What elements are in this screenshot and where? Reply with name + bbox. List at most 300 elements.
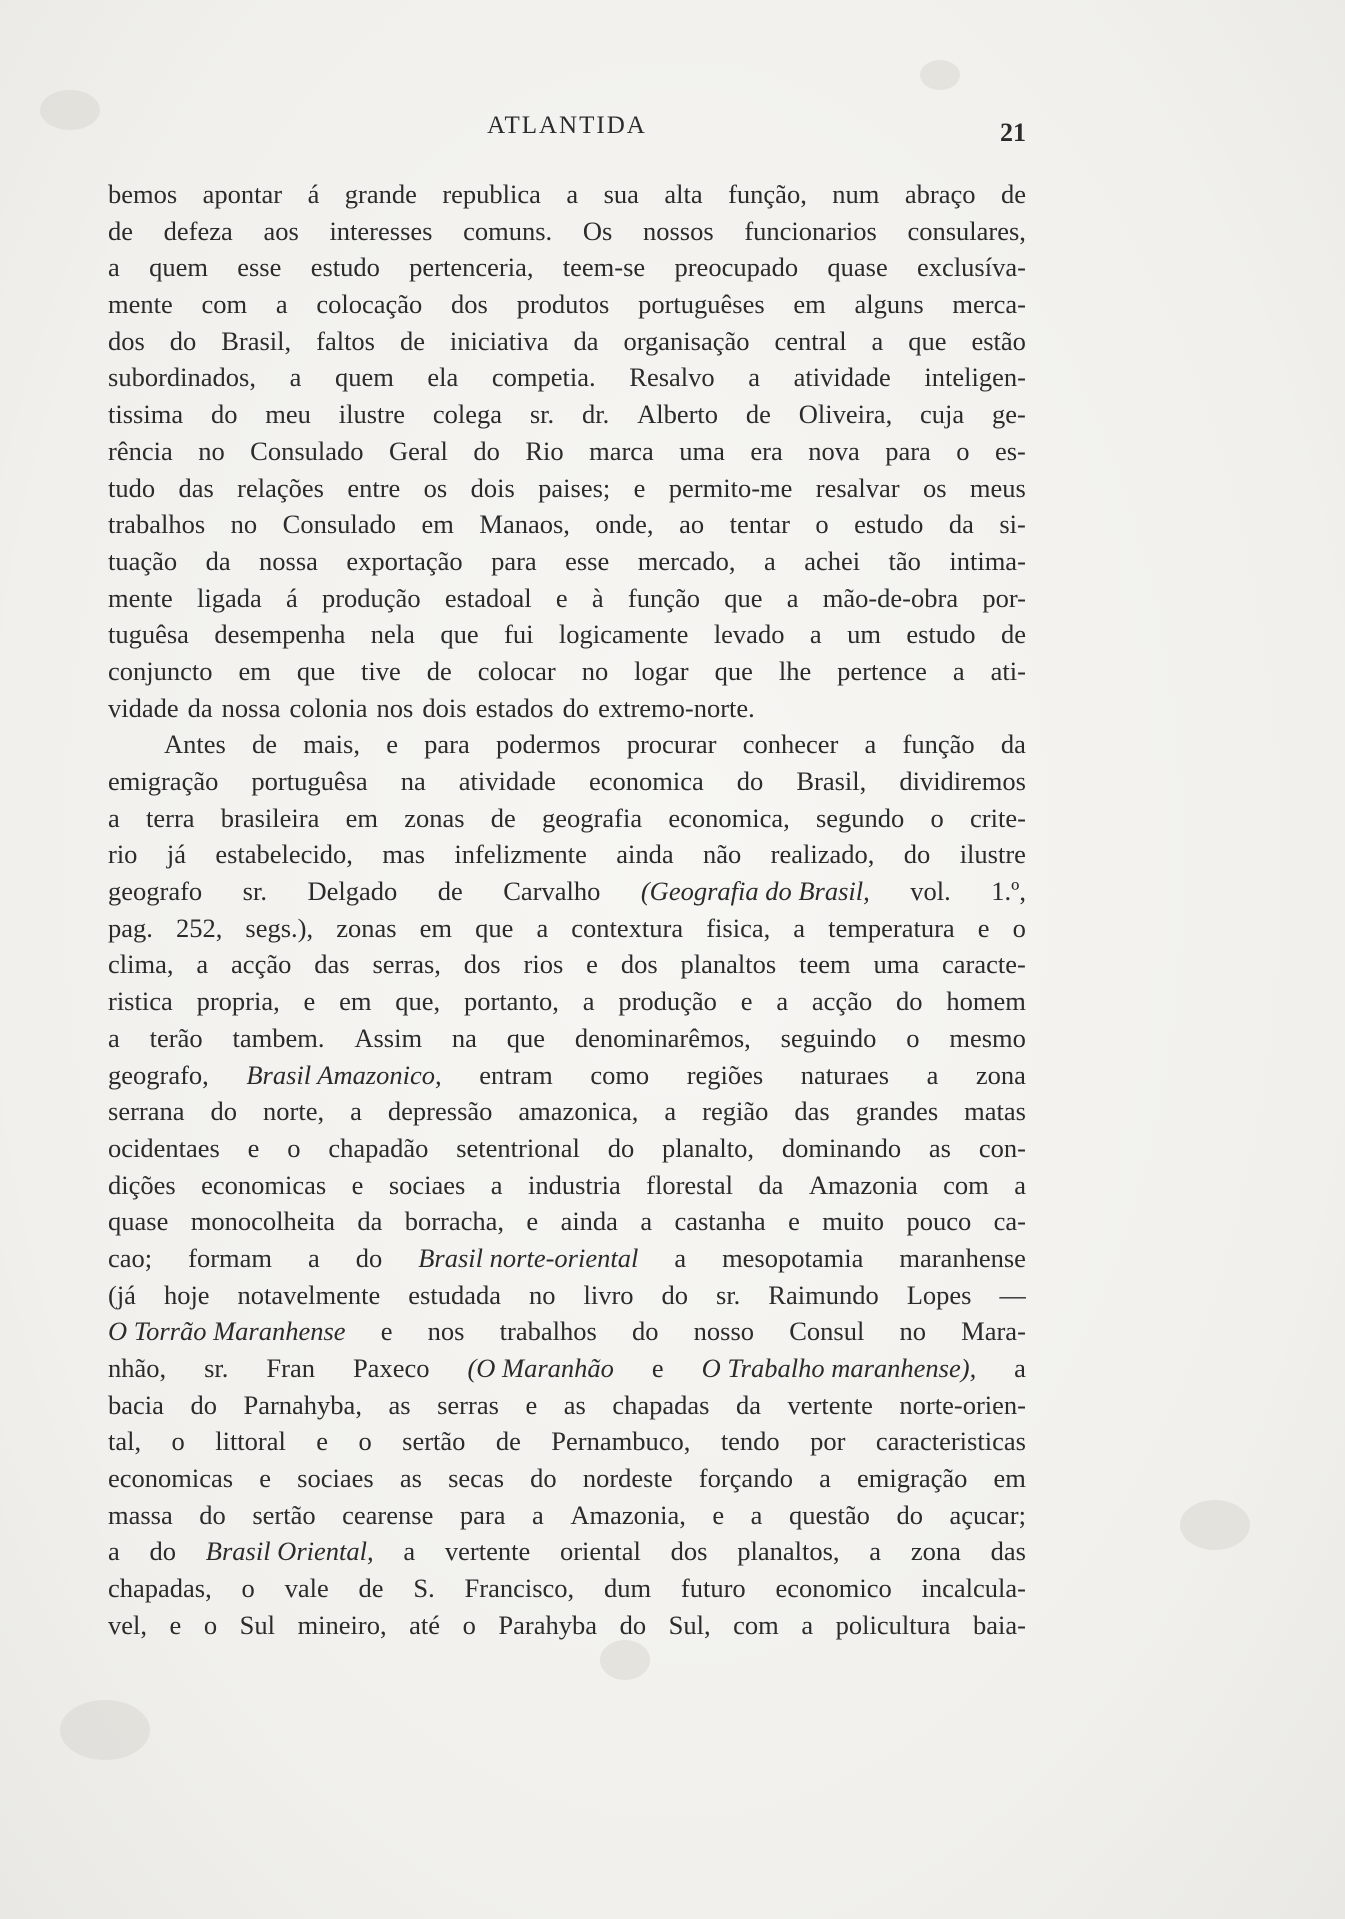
word: esse	[237, 252, 282, 283]
word: e	[316, 1426, 329, 1457]
word: Resalvo	[629, 362, 715, 393]
italic-word: Brasil norte-oriental	[418, 1242, 639, 1273]
word: a	[776, 986, 789, 1017]
word: littoral	[215, 1426, 286, 1457]
text-line	[108, 726, 1026, 763]
word: o	[930, 802, 944, 833]
word: para	[491, 545, 537, 576]
word: e	[788, 1206, 800, 1237]
word: nova	[808, 435, 860, 466]
word: vertente	[444, 1536, 531, 1567]
word: estudo	[310, 252, 380, 283]
text-line	[108, 763, 1026, 800]
word: colocação	[316, 289, 423, 320]
word: serras,	[372, 949, 441, 980]
word: a	[793, 912, 806, 943]
word: da	[205, 545, 231, 576]
word: inteligen-	[924, 362, 1026, 393]
word: Brasil,	[796, 766, 867, 796]
word: e	[380, 1316, 393, 1347]
word: mesopotamia	[722, 1242, 864, 1273]
text-line	[108, 1240, 1026, 1277]
word: função,	[728, 179, 807, 209]
word: tuação	[108, 545, 178, 576]
word: no	[899, 1316, 926, 1347]
word: brasileira	[220, 802, 320, 833]
word: dois	[422, 692, 467, 723]
word: estudo	[854, 509, 924, 540]
word: dos	[620, 949, 658, 980]
word: colega	[432, 399, 502, 430]
word: teem	[799, 949, 851, 980]
text-line	[108, 983, 1026, 1020]
word: meu	[265, 399, 311, 430]
word: alta	[664, 179, 703, 209]
word: secas	[448, 1463, 505, 1494]
word: de	[426, 655, 452, 686]
word: tudo	[108, 472, 156, 503]
word: serras	[437, 1389, 499, 1420]
text-line	[108, 1313, 1026, 1350]
word: uma	[679, 435, 725, 466]
word: faltos	[316, 325, 375, 356]
word: entre	[347, 472, 401, 503]
word: de	[490, 802, 516, 833]
word: pag.	[108, 912, 153, 943]
word: das	[314, 949, 350, 980]
word: a	[1014, 1169, 1026, 1200]
word: planaltos,	[737, 1536, 840, 1567]
word: oriental	[559, 1536, 641, 1567]
word: rio	[108, 839, 138, 870]
word: portuguêsa	[251, 766, 368, 796]
paper-stain	[40, 90, 100, 130]
word: para	[459, 1499, 506, 1530]
word: nela	[370, 619, 415, 650]
word: os	[423, 472, 448, 503]
word: borracha,	[404, 1206, 505, 1237]
word: a	[786, 582, 799, 613]
word: até	[409, 1609, 441, 1640]
text-line	[108, 1460, 1026, 1497]
word: terão	[149, 1022, 203, 1053]
word: a	[289, 362, 302, 393]
text-line	[108, 1020, 1026, 1057]
word: das	[794, 1096, 830, 1127]
word: Alberto	[637, 399, 719, 430]
text-line	[108, 249, 1026, 286]
word: ge-	[992, 399, 1026, 430]
text-line	[108, 396, 1026, 433]
word: do	[473, 435, 500, 466]
text-line	[108, 1130, 1026, 1167]
word: Francisco,	[464, 1573, 575, 1604]
text-line	[108, 213, 1026, 250]
word: das	[990, 1536, 1026, 1567]
word: mente	[108, 582, 173, 613]
word: a	[108, 802, 120, 833]
word: que,	[395, 986, 441, 1017]
word: temperatura	[828, 912, 955, 943]
word: nos	[376, 692, 414, 723]
word: para	[424, 729, 470, 760]
word: nordeste	[582, 1463, 673, 1494]
word: Rio	[525, 435, 564, 466]
word: Parnahyba,	[243, 1389, 362, 1420]
word: florestal	[646, 1169, 733, 1200]
word: do	[631, 1316, 659, 1347]
word: economico	[775, 1573, 892, 1604]
word: e	[303, 986, 316, 1017]
word: do	[562, 692, 590, 723]
word: 252,	[175, 912, 223, 943]
word: pouco	[906, 1206, 972, 1237]
text-line	[108, 1570, 1026, 1607]
text-line	[108, 580, 1026, 617]
word: extremo-norte.	[598, 692, 755, 723]
word: com	[943, 1169, 989, 1200]
word: que	[714, 655, 753, 686]
page-number: 21	[1000, 118, 1026, 147]
word: sr.	[204, 1353, 229, 1383]
word: dos	[451, 289, 488, 320]
word: o	[1012, 912, 1026, 943]
word: economica	[588, 766, 704, 796]
word: o	[241, 1573, 255, 1604]
word: a	[819, 1463, 831, 1494]
word: cearense	[342, 1499, 434, 1530]
word: hoje	[163, 1279, 210, 1310]
word: desempenha	[214, 619, 346, 650]
word: dr.	[582, 399, 610, 430]
word: tal,	[108, 1426, 142, 1457]
word: estadoal	[444, 582, 532, 613]
word: produtos	[516, 289, 610, 320]
text-line	[108, 1093, 1026, 1130]
word: atividade	[793, 362, 891, 393]
body-text	[108, 176, 1026, 1644]
word: as	[563, 1389, 586, 1420]
word: grande	[344, 179, 417, 209]
word: o	[956, 435, 970, 466]
word: do	[619, 1609, 647, 1640]
word: acção	[811, 986, 873, 1017]
word: no	[230, 509, 258, 540]
word: sua	[603, 179, 639, 209]
word: permito-me	[668, 472, 793, 503]
word: Manaos,	[479, 509, 570, 540]
word: comuns.	[463, 215, 553, 246]
word: zona	[910, 1536, 961, 1567]
word: conjuncto	[108, 655, 213, 686]
text-line	[108, 1607, 1026, 1644]
word: rência	[108, 435, 173, 466]
word: Sul,	[668, 1609, 711, 1640]
word: a	[864, 729, 877, 760]
word: o	[462, 1609, 476, 1640]
word: seguindo	[780, 1022, 877, 1053]
word: Lopes	[906, 1279, 972, 1310]
text-line	[108, 506, 1026, 543]
word: que	[296, 655, 336, 686]
text-line	[108, 1533, 1026, 1570]
word: geografo,	[108, 1059, 209, 1090]
word: sr.	[716, 1279, 741, 1310]
word: republica	[442, 179, 541, 209]
word: con-	[978, 1132, 1026, 1163]
text-line	[108, 690, 1026, 727]
word: ilustre	[338, 399, 405, 430]
word: mais,	[303, 729, 360, 760]
word: dividiremos	[899, 766, 1026, 796]
word: quem	[149, 252, 208, 283]
word: Pernambuco,	[551, 1426, 691, 1457]
word: ainda	[616, 839, 674, 870]
word: terra	[146, 802, 195, 833]
word: tão	[888, 545, 921, 576]
text-line	[108, 470, 1026, 507]
word: a	[809, 619, 822, 650]
word: paises;	[538, 472, 611, 503]
paper-stain	[920, 60, 960, 90]
word: vale	[284, 1573, 329, 1604]
word: Sul	[239, 1609, 276, 1640]
word: estabelecido,	[215, 839, 353, 870]
word: podermos	[496, 729, 601, 760]
word: teem-se	[562, 252, 646, 283]
paper-stain	[60, 1700, 150, 1760]
word: na	[451, 1022, 477, 1053]
word: estão	[971, 325, 1026, 356]
word: mesmo	[949, 1022, 1026, 1053]
text-line	[108, 1057, 1026, 1094]
italic-word: (Geografia do Brasil,	[640, 876, 870, 907]
word: e	[586, 949, 598, 980]
word: a	[869, 1536, 882, 1567]
word: na	[400, 766, 426, 796]
word: Raimundo	[768, 1279, 879, 1310]
word: em	[419, 912, 453, 943]
text-line	[108, 946, 1026, 983]
word: a	[664, 1096, 677, 1127]
word: de	[252, 729, 278, 760]
word: de	[108, 215, 134, 246]
word: sr.	[242, 876, 267, 907]
word: policultura	[835, 1609, 951, 1640]
word: cuja	[920, 399, 965, 430]
word: do	[355, 1242, 383, 1273]
word: do	[903, 839, 931, 870]
word: a	[275, 289, 288, 320]
word: da	[573, 325, 599, 356]
word: a	[750, 1499, 763, 1530]
text-line	[108, 176, 1026, 213]
word: de	[399, 325, 425, 356]
word: alguns	[854, 289, 924, 320]
word: Amazonia	[808, 1169, 918, 1200]
word: a	[926, 1059, 939, 1090]
word: Amazonia,	[570, 1499, 686, 1530]
word: bemos	[108, 179, 178, 209]
word: sr.	[529, 399, 555, 430]
word: denominarêmos,	[574, 1022, 751, 1053]
word: geografo	[108, 876, 203, 907]
word: produção	[321, 582, 421, 613]
word: intima-	[949, 545, 1026, 576]
word: baia-	[972, 1609, 1026, 1640]
word: Antes	[164, 729, 226, 760]
word: a	[108, 252, 120, 283]
word: função	[627, 582, 700, 613]
word: e	[351, 1169, 364, 1200]
word: de	[1000, 179, 1026, 209]
italic-word: O Torrão Maranhense	[108, 1316, 346, 1347]
word: nossa	[259, 545, 318, 576]
word: meus	[969, 472, 1026, 503]
word: serrana	[108, 1096, 185, 1127]
word: estados	[475, 692, 554, 723]
word: logicamente	[558, 619, 689, 650]
word: que	[724, 582, 763, 613]
word: infelizmente	[454, 839, 587, 870]
text-line	[108, 653, 1026, 690]
word: Consul	[789, 1316, 865, 1347]
word: formam	[188, 1242, 273, 1273]
word: do	[530, 1463, 557, 1494]
word: por-	[982, 582, 1026, 613]
word: lhe	[778, 655, 812, 686]
word: consulares,	[907, 215, 1026, 246]
word: à	[591, 582, 604, 613]
page-header	[108, 112, 1026, 152]
italic-word: Brasil Oriental,	[205, 1536, 374, 1567]
word: mente	[108, 289, 173, 320]
word: estudo	[906, 619, 976, 650]
word: mercado,	[637, 545, 736, 576]
word: não	[703, 839, 742, 870]
word: ainda	[560, 1206, 618, 1237]
word: estudada	[408, 1279, 501, 1310]
word: Paxeco	[352, 1353, 430, 1383]
word: como	[590, 1059, 650, 1090]
word: chapadas,	[108, 1573, 212, 1604]
word: as	[388, 1389, 411, 1420]
word: ocidentaes	[108, 1132, 220, 1163]
word: para	[885, 435, 931, 466]
word: e	[977, 912, 990, 943]
word: do	[149, 1536, 177, 1567]
word: castanha	[674, 1206, 766, 1237]
word: realizado,	[770, 839, 875, 870]
word: esse	[565, 545, 610, 576]
word: o	[287, 1132, 301, 1163]
word: achei	[804, 545, 861, 576]
text-line	[108, 910, 1026, 947]
word: tendo	[720, 1426, 780, 1457]
word: a	[490, 1169, 503, 1200]
word: organisação	[623, 325, 750, 356]
word: sertão	[252, 1499, 316, 1530]
word: resalvar	[815, 472, 900, 503]
word: das	[178, 472, 214, 503]
word: os	[922, 472, 947, 503]
text-line	[108, 1387, 1026, 1424]
word: planalto,	[662, 1132, 755, 1163]
word: em	[793, 289, 826, 320]
word: sociaes	[388, 1169, 466, 1200]
word: ligada	[196, 582, 262, 613]
word: massa	[108, 1499, 173, 1530]
text-line	[108, 323, 1026, 360]
word: do	[210, 399, 238, 430]
word: a	[108, 1022, 120, 1053]
word: de	[495, 1426, 521, 1457]
word: sociaes	[297, 1463, 374, 1494]
word: pertenceria,	[409, 252, 534, 283]
text-line	[108, 433, 1026, 470]
word: a	[536, 912, 549, 943]
word: pertence	[837, 655, 927, 686]
word: dições	[108, 1169, 176, 1200]
word: num	[832, 179, 880, 209]
word: muito	[822, 1206, 885, 1237]
word: dominando	[781, 1132, 902, 1163]
word: grandes	[855, 1096, 939, 1127]
text-line	[108, 543, 1026, 580]
word: e	[555, 582, 568, 613]
text-line	[108, 1277, 1026, 1314]
word: conhecer	[742, 729, 839, 760]
word: colonia	[289, 692, 368, 723]
word: era	[750, 435, 783, 466]
word: e	[247, 1132, 260, 1163]
word: notavelmente	[237, 1279, 381, 1310]
word: cao;	[108, 1242, 153, 1273]
word: em	[238, 655, 271, 686]
word: ela	[427, 362, 459, 393]
word: do	[199, 1499, 226, 1530]
word: homem	[946, 986, 1026, 1017]
word: a	[640, 1206, 653, 1237]
text-line	[108, 286, 1026, 323]
word: sertão	[402, 1426, 466, 1457]
word: preocupado	[674, 252, 799, 283]
word: 1.º,	[991, 876, 1026, 907]
word: produção	[618, 986, 717, 1017]
word: a	[108, 1536, 120, 1567]
word: ristica	[108, 986, 173, 1017]
word: á	[307, 179, 320, 209]
word: competia.	[491, 362, 596, 393]
word: incalcula-	[921, 1573, 1026, 1604]
word: nos	[427, 1316, 465, 1347]
word: com	[201, 289, 248, 320]
word: subordinados,	[108, 362, 256, 393]
word: procurar	[626, 729, 717, 760]
word: geografia	[542, 802, 643, 833]
word: S.	[413, 1573, 435, 1604]
word: da	[758, 1169, 784, 1200]
word: da	[948, 509, 974, 540]
word: que	[506, 1022, 546, 1053]
text-line	[108, 1167, 1026, 1204]
word: Consulado	[282, 509, 397, 540]
word: emigração	[857, 1463, 968, 1494]
word: de	[358, 1573, 384, 1604]
word: e	[651, 1353, 664, 1383]
word: naturaes	[800, 1059, 890, 1090]
word: vidade	[108, 692, 179, 723]
